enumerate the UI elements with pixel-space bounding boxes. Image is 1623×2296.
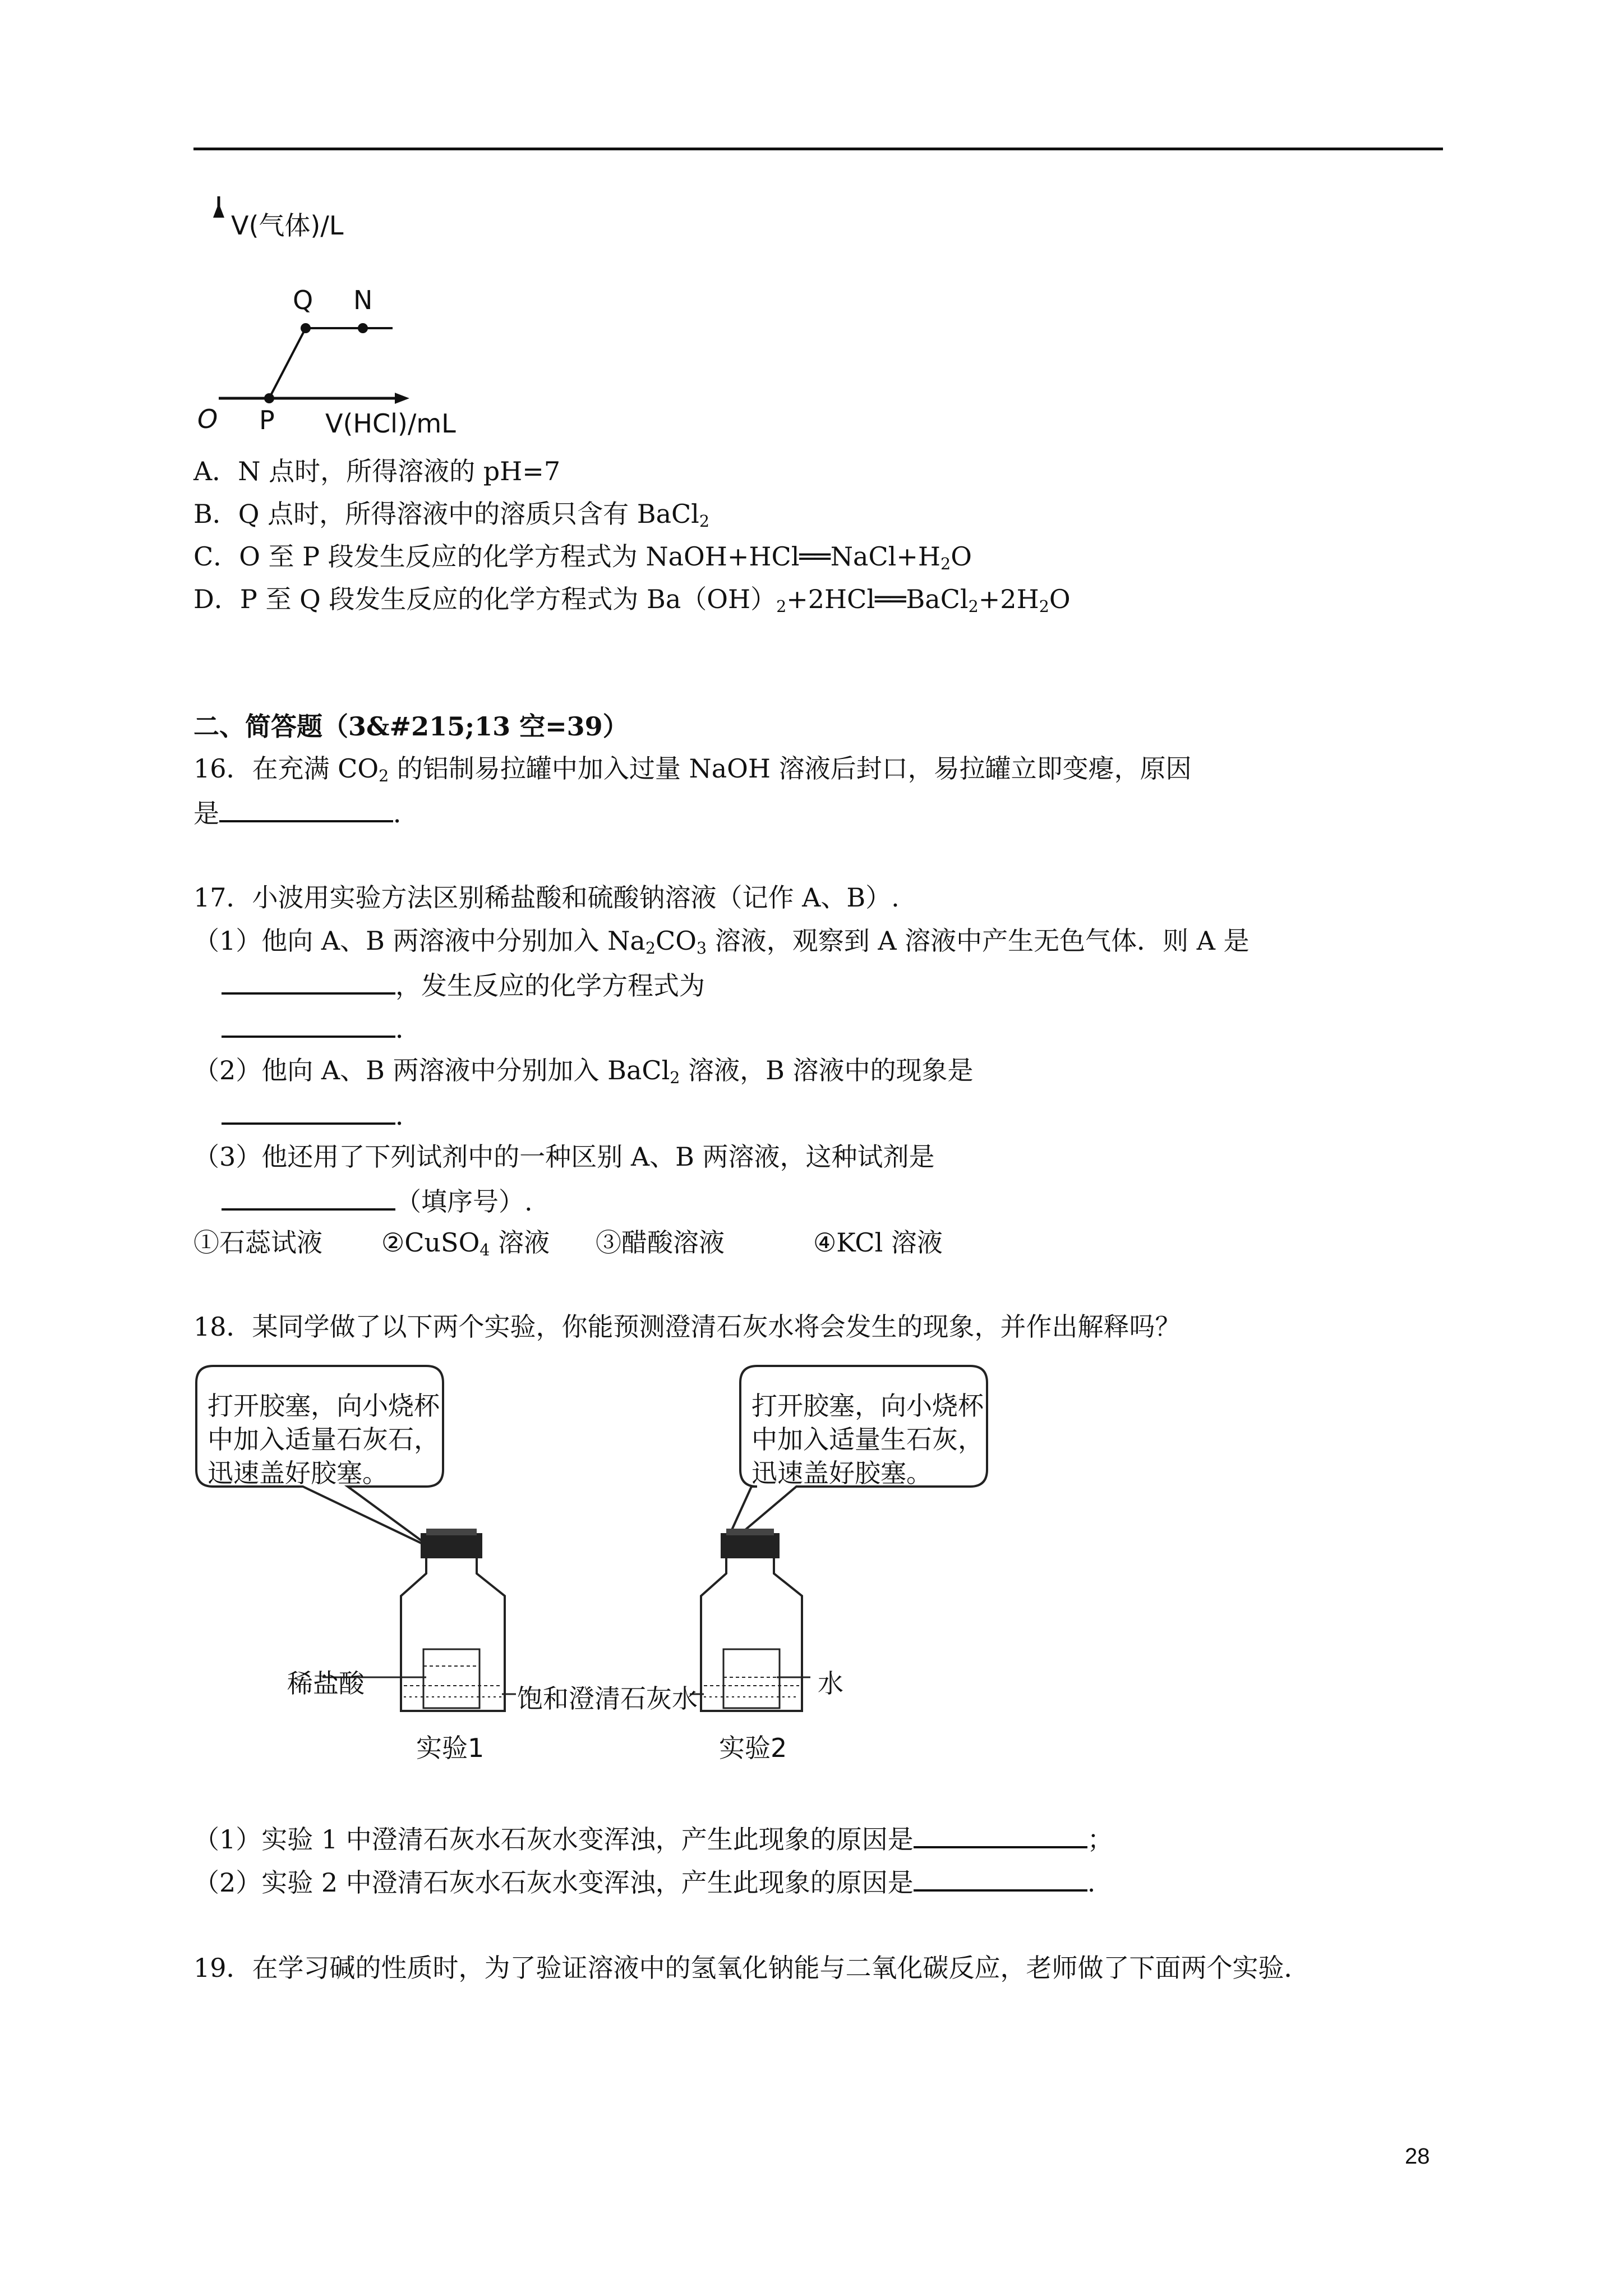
answer-blank[interactable] — [914, 1864, 1087, 1892]
q17-part2-line2: ． — [222, 1097, 421, 1133]
q18-stem: 18．某同学做了以下两个实验，你能预测澄清石灰水将会发生的现象，并作出解释吗？ — [193, 1312, 1181, 1342]
bubble2-line3: 迅速盖好胶塞。 — [751, 1458, 932, 1488]
option-b: B．Q 点时，所得溶液中的溶质只含有 BaCl$_2$ — [193, 499, 710, 531]
q17-part2: （2）他向 A、B 两溶液中分别加入 BaCl$_2$ 溶液，B 溶液中的现象是 — [193, 1055, 974, 1088]
bottle-1 — [401, 1529, 505, 1711]
bubble1-line2: 中加入适量石灰石， — [208, 1424, 440, 1455]
bottle-2 — [701, 1529, 802, 1711]
x-axis-arrow — [395, 393, 409, 404]
answer-blank[interactable] — [222, 1097, 395, 1125]
q16-line2: 是 ． — [193, 794, 419, 830]
bubble1-line3: 迅速盖好胶塞。 — [208, 1458, 388, 1488]
q18-sub1: （1）实验 1 中澄清石灰水石灰水变浑浊，产生此现象的原因是 ； — [193, 1820, 1113, 1856]
point-p — [264, 393, 274, 403]
q17-stem: 17．小波用实验方法区别稀盐酸和硫酸钠溶液（记作 A、B）. — [193, 882, 900, 913]
answer-blank[interactable] — [219, 794, 393, 822]
answer-blank[interactable] — [914, 1820, 1087, 1848]
q17-part1: （1）他向 A、B 两溶液中分别加入 $Na_2CO_3$ 溶液，观察到 A 溶液中产生无色气体．则 A 是 — [193, 926, 1249, 958]
graph-origin-label: O — [197, 404, 218, 434]
section-title: 二、简答题（3&#215;13 空=39） — [193, 711, 629, 742]
bubble1-line1: 打开胶塞，向小烧杯 — [208, 1391, 440, 1421]
label-dilute-hcl: 稀盐酸 — [287, 1668, 365, 1699]
q17-part1-line3: ． — [222, 1010, 421, 1046]
page-number: 28 — [1405, 2144, 1430, 2169]
label-exp1: 实验1 — [416, 1733, 485, 1763]
q17-opt2: ②CuSO$_4$ 溶液 — [381, 1227, 550, 1260]
graph-n-label: N — [353, 285, 373, 315]
graph-x-label: V(HCl)/mL — [325, 408, 456, 439]
point-n — [358, 323, 368, 333]
q19-stem: 19．在学习碱的性质时，为了验证溶液中的氢氧化钠能与二氧化碳反应，老师做了下面两个实验． — [193, 1953, 1310, 1983]
point-q — [301, 323, 311, 333]
label-exp2: 实验2 — [719, 1733, 787, 1763]
graph-y-label: V(气体)/L — [231, 210, 344, 241]
curve-rise — [269, 328, 306, 398]
answer-blank[interactable] — [222, 1010, 395, 1038]
q17-part1-line2: ，发生反应的化学方程式为 — [222, 967, 705, 1002]
q17-part3-line2: （填序号）. — [222, 1182, 533, 1218]
bubble2-line2: 中加入适量生石灰， — [751, 1424, 984, 1455]
q17-opt3: ③醋酸溶液 — [596, 1227, 725, 1258]
q18-sub2: （2）实验 2 中澄清石灰水石灰水变浑浊，产生此现象的原因是 . — [193, 1864, 1095, 1899]
y-axis-arrow — [213, 203, 224, 218]
q17-opt4: ④KCl 溶液 — [813, 1227, 943, 1258]
answer-blank[interactable] — [222, 1182, 395, 1211]
option-a: A．N 点时，所得溶液的 pH=7 — [193, 456, 561, 486]
q17-opt1: ①石蕊试液 — [193, 1227, 322, 1258]
bubble2-line1: 打开胶塞，向小烧杯 — [751, 1391, 984, 1421]
option-c: C．O 至 P 段发生反应的化学方程式为 $NaOH+HCl══NaCl+H_2O$ — [193, 541, 972, 574]
header-rule — [193, 148, 1443, 150]
answer-blank[interactable] — [222, 967, 395, 995]
q17-part3: （3）他还用了下列试剂中的一种区别 A、B 两溶液，这种试剂是 — [193, 1142, 935, 1172]
option-d: D．P 至 Q 段发生反应的化学方程式为 $Ba(OH)_2+2HCl══BaCl_2+2H_2O$ — [193, 584, 1071, 616]
q16-line1: 16．在充满 $CO_2$ 的铝制易拉罐中加入过量 NaOH 溶液后封口，易拉罐立即变瘪，原因 — [193, 753, 1192, 786]
label-water: 水 — [818, 1668, 843, 1699]
label-limewater: 饱和澄清石灰水 — [517, 1683, 698, 1714]
graph-p-label: P — [259, 405, 275, 435]
graph-q-label: Q — [293, 285, 313, 315]
